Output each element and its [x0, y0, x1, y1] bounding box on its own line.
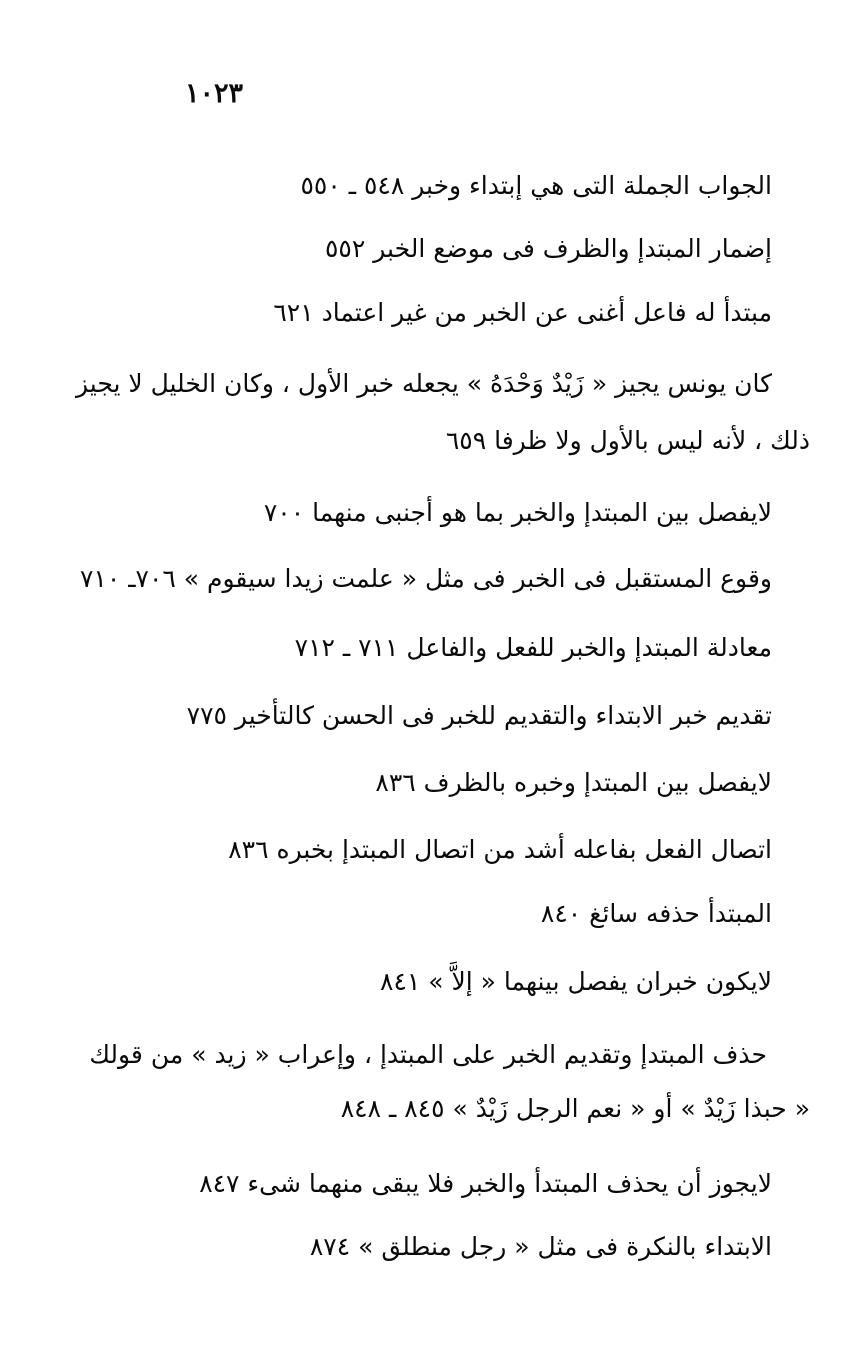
- index-entry: الابتداء بالنكرة فى مثل « رجل منطلق » ٨٧٤: [309, 1232, 772, 1261]
- index-entry-continuation: ذلك ، لأنه ليس بالأول ولا ظرفا ٦٥٩: [445, 426, 810, 455]
- index-entry: تقديم خبر الابتداء والتقديم للخبر فى الحسن كالتأخير ٧٧٥: [186, 701, 772, 730]
- index-entry: حذف المبتدإ وتقديم الخبر على المبتدإ ، وإعراب « زيد » من قولك: [89, 1040, 767, 1069]
- index-entry: لايفصل بين المبتدإ والخبر بما هو أجنبى منهما ٧٠٠: [263, 498, 772, 527]
- index-entry: لايجوز أن يحذف المبتدأ والخبر فلا يبقى منهما شىء ٨٤٧: [199, 1169, 772, 1198]
- page-number: ١٠٢٣: [185, 78, 244, 109]
- index-entry: وقوع المستقبل فى الخبر فى مثل « علمت زيدا سيقوم » ٧٠٦ـ ٧١٠: [79, 564, 772, 593]
- index-entry: معادلة المبتدإ والخبر للفعل والفاعل ٧١١ ـ ٧١٢: [294, 633, 772, 662]
- index-entry: إضمار المبتدإ والظرف فى موضع الخبر ٥٥٢: [325, 234, 772, 263]
- index-entry: لايفصل بين المبتدإ وخبره بالظرف ٨٣٦: [375, 768, 772, 797]
- index-entry: الجواب الجملة التى هي إبتداء وخبر ٥٤٨ ـ ٥٥٠: [300, 171, 772, 200]
- index-entry: كان يونس يجيز « زَيْدٌ وَحْدَهُ » يجعله خبر الأول ، وكان الخليل لا يجيز: [76, 369, 772, 398]
- index-entry: اتصال الفعل بفاعله أشد من اتصال المبتدإ بخبره ٨٣٦: [228, 835, 772, 864]
- index-entry: لايكون خبران يفصل بينهما « إلاَّ » ٨٤١: [380, 967, 772, 996]
- index-entry: المبتدأ حذفه سائغ ٨٤٠: [540, 899, 772, 928]
- index-entry: مبتدأ له فاعل أغنى عن الخبر من غير اعتماد ٦٢١: [273, 298, 772, 327]
- index-entry-continuation: « حبذا زَيْدٌ » أو « نعم الرجل زَيْدٌ » ٨٤٥ ـ ٨٤٨: [340, 1094, 810, 1123]
